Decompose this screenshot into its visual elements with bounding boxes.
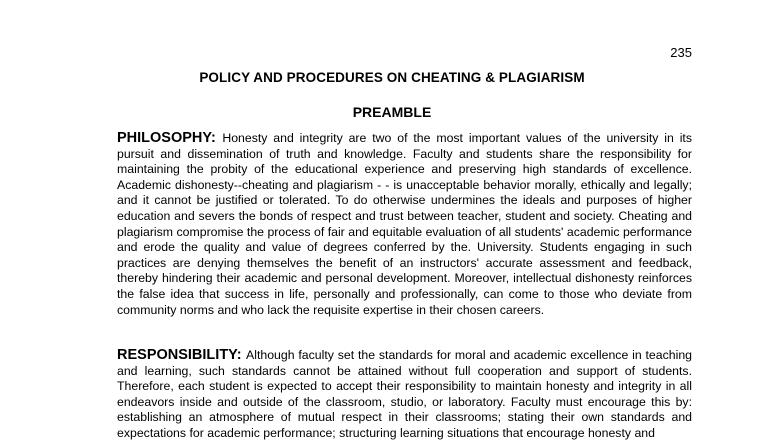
page-number: 235 xyxy=(670,45,692,60)
preamble-heading: PREAMBLE xyxy=(352,104,432,120)
philosophy-body: Honesty and integrity are two of the most important values of the university in its pursuit and dissemination of truth and knowledge. Faculty and students share the responsibility for maintaining the probity of the educational experience and preserving high standards of excellence. Academic dishonesty--cheating and plagiarism - - is unacceptable behavior morally, ethically and legally; and it cannot be justified or tolerated. To do otherwise undermines the ideals and purposes of higher education and severs the bonds of respect and trust between teacher, student and society. Cheating and plagiarism compromise the process of fair and equitable evaluation of all students' academic performance and erode the quality and value of degrees conferred by the. University. Students engaging in such practices are denying themselves the benefit of an instructors' accurate assessment and feedback, thereby hindering their academic and personal development. Moreover, intellectual dishonesty reinforces the false idea that success in life, personally and professionally, can come to those who deviate from community norms and who lack the requisite expertise in their chosen careers. xyxy=(117,131,692,317)
philosophy-paragraph xyxy=(117,131,692,318)
responsibility-heading: RESPONSIBILITY: xyxy=(117,347,247,363)
document-title: POLICY AND PROCEDURES ON CHEATING & PLAGIARISM xyxy=(199,70,585,85)
responsibility-paragraph xyxy=(117,348,692,441)
responsibility-body: Although faculty set the standards for moral and academic excellence in teaching and learning, such standards cannot be attained without full cooperation and support of students. Therefore, each student is expected to accept their responsibility to maintain honesty and integrity in all endeavors inside and outside of the classroom, studio, or laboratory. Faculty must encourage this by: establishing an atmosphere of mutual respect in their classrooms; stating their own standards and expectations for academic performance; structuring learning situations that encourage honesty and xyxy=(117,348,692,440)
philosophy-heading: PHILOSOPHY: xyxy=(117,130,223,146)
